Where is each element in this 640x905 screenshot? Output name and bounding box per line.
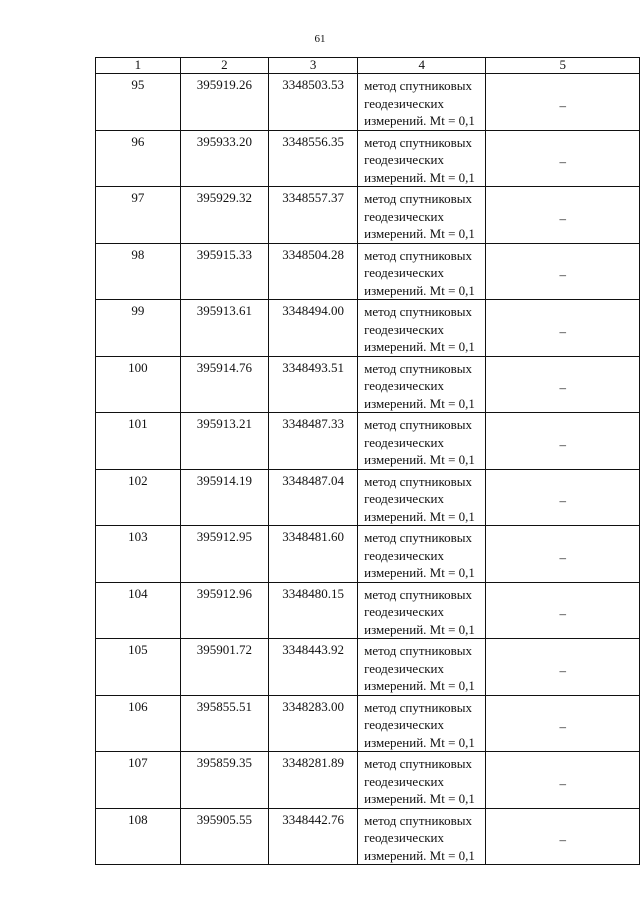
method-line-2: геодезических [364, 208, 444, 224]
method-line-1: метод спутниковых [364, 78, 472, 93]
method-line-2: геодезических [364, 660, 444, 676]
method-line-1: метод спутниковых [364, 812, 472, 828]
point-number-cell [96, 469, 181, 526]
method-text [364, 639, 485, 695]
table-row [96, 130, 640, 187]
table-row [96, 187, 640, 244]
x-coordinate-cell [180, 187, 268, 244]
method-line-2: геодезических [364, 95, 444, 111]
x-coordinate-cell [180, 639, 268, 696]
point-number-cell [96, 695, 181, 752]
point-number: 105 [128, 642, 148, 657]
point-number-cell [96, 243, 181, 300]
table-row [96, 582, 640, 639]
dash-value: – [559, 549, 566, 565]
y-coordinate-cell [269, 356, 358, 413]
page-number: 61 [314, 33, 326, 45]
method-cell [358, 582, 486, 639]
table-row [96, 752, 640, 809]
method-line-2: геодезических [364, 152, 444, 167]
dash-value: – [559, 606, 566, 622]
y-coordinate-cell [269, 243, 358, 300]
point-number-cell [96, 187, 181, 244]
method-cell [358, 243, 486, 300]
method-line-3: измерений. Mt = 0,1 [364, 791, 475, 806]
method-text [364, 300, 485, 356]
point-number-cell [96, 582, 181, 639]
table-row [96, 639, 640, 696]
point-number: 100 [128, 359, 148, 375]
method-text [364, 526, 485, 582]
y-coordinate: 3348494.00 [282, 303, 344, 318]
x-coordinate: 395905.55 [196, 811, 253, 827]
x-coordinate-cell [180, 130, 268, 187]
y-coordinate-cell [269, 582, 358, 639]
method-line-1: метод спутниковых [364, 530, 472, 545]
point-number: 101 [128, 416, 148, 431]
x-coordinate: 395859.35 [196, 755, 253, 770]
y-coordinate: 3348504.28 [282, 246, 344, 262]
x-coordinate: 395913.21 [196, 416, 253, 431]
dash-value: – [559, 719, 566, 735]
method-cell [358, 695, 486, 752]
method-text [364, 583, 485, 639]
x-coordinate-cell [180, 526, 268, 583]
method-cell [358, 356, 486, 413]
method-line-3: измерений. Mt = 0,1 [364, 508, 475, 524]
x-coordinate-cell [180, 356, 268, 413]
column-5-cell [486, 639, 640, 696]
y-coordinate-cell [269, 130, 358, 187]
column-header-3: 3 [269, 58, 358, 74]
y-coordinate-cell [269, 74, 358, 131]
method-cell [358, 639, 486, 696]
x-coordinate-cell [180, 413, 268, 470]
column-5-cell [486, 300, 640, 357]
x-coordinate-cell [180, 243, 268, 300]
point-number: 98 [131, 246, 145, 262]
column-5-cell [486, 356, 640, 413]
x-coordinate: 395929.32 [196, 190, 253, 205]
table-row [96, 526, 640, 583]
table-row [96, 74, 640, 131]
column-header-1: 1 [96, 58, 181, 74]
column-5-cell [486, 130, 640, 187]
point-number-cell [96, 74, 181, 131]
method-line-2: геодезических [364, 830, 444, 845]
column-5-cell [486, 469, 640, 526]
method-line-1: метод спутниковых [364, 473, 472, 489]
method-text [364, 244, 485, 300]
method-line-1: метод спутниковых [364, 247, 472, 263]
method-cell [358, 469, 486, 526]
point-number: 107 [128, 755, 148, 770]
x-coordinate: 395901.72 [196, 642, 253, 657]
dash-value: – [559, 323, 566, 339]
column-5-cell [486, 74, 640, 131]
method-line-3: измерений. Mt = 0,1 [364, 734, 475, 750]
method-text [364, 187, 485, 243]
method-line-3: измерений. Mt = 0,1 [364, 565, 475, 580]
method-cell [358, 413, 486, 470]
table-row [96, 413, 640, 470]
method-text [364, 470, 485, 526]
dash-value: – [559, 154, 566, 170]
x-coordinate: 395914.76 [196, 359, 253, 375]
method-cell [358, 187, 486, 244]
y-coordinate-cell [269, 808, 358, 865]
x-coordinate: 395919.26 [196, 77, 253, 92]
point-number: 97 [131, 190, 145, 205]
point-number: 99 [131, 303, 145, 318]
column-5-cell [486, 808, 640, 865]
point-number-cell [96, 130, 181, 187]
method-line-3: измерений. Mt = 0,1 [364, 282, 475, 298]
y-coordinate-cell [269, 752, 358, 809]
method-text [364, 413, 485, 469]
point-number: 102 [128, 472, 148, 488]
y-coordinate-cell [269, 469, 358, 526]
column-5-cell [486, 526, 640, 583]
table-row [96, 356, 640, 413]
method-cell [358, 300, 486, 357]
method-line-3: измерений. Mt = 0,1 [364, 621, 475, 637]
column-5-cell [486, 695, 640, 752]
method-line-3: измерений. Mt = 0,1 [364, 169, 475, 185]
x-coordinate-cell [180, 808, 268, 865]
x-coordinate-cell [180, 752, 268, 809]
method-text [364, 131, 485, 187]
method-cell [358, 752, 486, 809]
point-number: 96 [131, 133, 145, 149]
y-coordinate: 3348556.35 [282, 133, 344, 149]
column-5-cell [486, 413, 640, 470]
method-text [364, 809, 485, 865]
method-line-1: метод спутниковых [364, 134, 472, 150]
y-coordinate: 3348487.33 [282, 416, 344, 431]
method-text [364, 696, 485, 752]
column-header-4: 4 [358, 58, 486, 74]
method-line-3: измерений. Mt = 0,1 [364, 678, 475, 693]
point-number-cell [96, 413, 181, 470]
y-coordinate: 3348281.89 [282, 755, 344, 770]
column-5-cell [486, 752, 640, 809]
point-number-cell [96, 526, 181, 583]
method-line-2: геодезических [364, 434, 444, 450]
y-coordinate: 3348443.92 [282, 642, 344, 657]
method-text [364, 357, 485, 413]
dash-value: – [559, 210, 566, 226]
x-coordinate-cell [180, 300, 268, 357]
method-line-2: геодезических [364, 491, 444, 506]
method-cell [358, 808, 486, 865]
point-number-cell [96, 752, 181, 809]
column-5-cell [486, 187, 640, 244]
method-cell [358, 130, 486, 187]
method-cell [358, 526, 486, 583]
method-line-2: геодезических [364, 773, 444, 789]
method-line-3: измерений. Mt = 0,1 [364, 339, 475, 354]
method-line-1: метод спутниковых [364, 304, 472, 319]
method-line-1: метод спутниковых [364, 586, 472, 602]
method-line-1: метод спутниковых [364, 699, 472, 715]
method-line-2: геодезических [364, 604, 444, 619]
column-header-2: 2 [180, 58, 268, 74]
method-text [364, 74, 485, 130]
method-line-3: измерений. Mt = 0,1 [364, 395, 475, 411]
method-cell [358, 74, 486, 131]
dash-value: – [559, 380, 566, 396]
x-coordinate-cell [180, 695, 268, 752]
y-coordinate-cell [269, 187, 358, 244]
y-coordinate: 3348503.53 [282, 77, 344, 92]
y-coordinate: 3348442.76 [282, 811, 344, 827]
y-coordinate: 3348493.51 [282, 359, 344, 375]
table-body [96, 74, 640, 865]
point-number-cell [96, 808, 181, 865]
dash-value: – [559, 832, 566, 848]
method-line-2: геодезических [364, 321, 444, 337]
dash-value: – [559, 493, 566, 509]
y-coordinate-cell [269, 413, 358, 470]
method-line-3: измерений. Mt = 0,1 [364, 113, 475, 128]
method-text [364, 752, 485, 808]
x-coordinate: 395855.51 [196, 698, 253, 714]
x-coordinate-cell [180, 74, 268, 131]
method-line-1: метод спутниковых [364, 643, 472, 658]
point-number: 95 [131, 77, 145, 92]
table-row [96, 300, 640, 357]
method-line-1: метод спутниковых [364, 360, 472, 376]
coordinates-table [95, 57, 640, 865]
x-coordinate-cell [180, 582, 268, 639]
method-line-1: метод спутниковых [364, 756, 472, 771]
dash-value: – [559, 662, 566, 678]
table-row [96, 243, 640, 300]
dash-value: – [559, 436, 566, 452]
x-coordinate: 395913.61 [196, 303, 253, 318]
method-line-3: измерений. Mt = 0,1 [364, 847, 475, 863]
method-line-1: метод спутниковых [364, 417, 472, 432]
method-line-1: метод спутниковых [364, 191, 472, 206]
column-header-5: 5 [486, 58, 640, 74]
dash-value: – [559, 267, 566, 283]
dash-value: – [559, 775, 566, 791]
x-coordinate: 395912.95 [196, 529, 253, 544]
method-line-2: геодезических [364, 547, 444, 563]
point-number-cell [96, 356, 181, 413]
point-number: 103 [128, 529, 148, 544]
dash-value: – [559, 97, 566, 113]
y-coordinate-cell [269, 300, 358, 357]
point-number: 104 [128, 585, 148, 601]
table-row [96, 695, 640, 752]
column-5-cell [486, 582, 640, 639]
x-coordinate: 395933.20 [196, 133, 253, 149]
point-number-cell [96, 300, 181, 357]
x-coordinate: 395914.19 [196, 472, 253, 488]
table-header-row [96, 58, 640, 74]
point-number-cell [96, 639, 181, 696]
point-number: 108 [128, 811, 148, 827]
method-line-3: измерений. Mt = 0,1 [364, 226, 475, 241]
x-coordinate: 395915.33 [196, 246, 253, 262]
column-5-cell [486, 243, 640, 300]
y-coordinate: 3348283.00 [282, 698, 344, 714]
table-row [96, 469, 640, 526]
method-line-2: геодезических [364, 378, 444, 393]
y-coordinate-cell [269, 695, 358, 752]
y-coordinate-cell [269, 639, 358, 696]
method-line-2: геодезических [364, 265, 444, 280]
x-coordinate-cell [180, 469, 268, 526]
point-number: 106 [128, 698, 148, 714]
y-coordinate: 3348557.37 [282, 190, 344, 205]
y-coordinate: 3348480.15 [282, 585, 344, 601]
y-coordinate: 3348481.60 [282, 529, 344, 544]
method-line-3: измерений. Mt = 0,1 [364, 452, 475, 467]
y-coordinate: 3348487.04 [282, 472, 344, 488]
x-coordinate: 395912.96 [196, 585, 253, 601]
y-coordinate-cell [269, 526, 358, 583]
method-line-2: геодезических [364, 717, 444, 732]
table-row [96, 808, 640, 865]
